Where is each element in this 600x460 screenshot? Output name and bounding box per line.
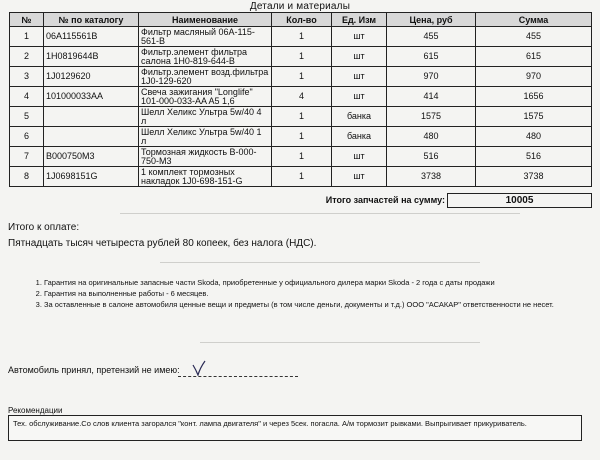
cell-unit: шт [332,47,387,67]
table-row [10,127,592,147]
cell-price: 455 [387,27,476,47]
cell-code: 1J0129620 [44,67,139,87]
acceptance-statement: Автомобиль принял, претензий не имею: [8,365,180,375]
cell-name: Тормозная жидкость B-000-750-M3 [139,147,272,167]
cell-qty: 4 [272,87,332,107]
cell-name: Шелл Хеликс Ультра 5w/40 4 л [139,107,272,127]
table-row [10,87,592,107]
cell-unit: шт [332,147,387,167]
cell-code [44,127,139,147]
col-header-name: Наименование [139,13,272,27]
cell-sum: 615 [476,47,592,67]
faint-rule [160,262,480,263]
col-header-num: № [10,13,44,27]
cell-unit: шт [332,167,387,187]
cell-price: 615 [387,47,476,67]
table-row [10,27,592,47]
cell-name: 1 комплект тормозных накладок 1J0-698-151-G [139,167,272,187]
cell-code: 1J0698151G [44,167,139,187]
handwritten-check-icon [192,360,206,376]
cell-name: Шелл Хеликс Ультра 5w/40 1 л [139,127,272,147]
cell-price: 1575 [387,107,476,127]
col-header-unit: Ед. Изм [332,13,387,27]
cell-price: 516 [387,147,476,167]
cell-sum: 516 [476,147,592,167]
cell-price: 414 [387,87,476,107]
parts-table [9,12,592,187]
cell-num: 4 [10,87,44,107]
parts-total-row [0,193,600,207]
cell-unit: банка [332,107,387,127]
cell-name: Фильтр.элемент фильтра салона 1H0-819-644-B [139,47,272,67]
cell-qty: 1 [272,167,332,187]
table-header-row [10,13,592,27]
faint-rule [120,213,520,214]
cell-name: Свеча зажигания "Longlife" 101-000-033-AA A5 1,6 [139,87,272,107]
cell-unit: шт [332,27,387,47]
cell-sum: 1575 [476,107,592,127]
cell-num: 2 [10,47,44,67]
cell-num: 3 [10,67,44,87]
section-title: Детали и материалы [249,1,351,12]
payment-label: Итого к оплате: [8,222,80,233]
total-value: 10005 [447,193,592,208]
cell-sum: 480 [476,127,592,147]
cell-name: Фильтр масляный 06A-115-561-B [139,27,272,47]
signature-line [178,376,298,377]
payment-amount-text: Пятнадцать тысяч четыреста рублей 80 копеек, без налога (НДС). [8,238,317,249]
cell-qty: 1 [272,107,332,127]
recommendations-box: Тех. обслуживание.Со слов клиента загорался "конт. лампа двигателя" и через 5сек. погасла. А/м тормозит рывками. Выпрыгивает прикуриватель. [8,415,582,441]
table-row [10,167,592,187]
cell-qty: 1 [272,147,332,167]
col-header-code: № по каталогу [44,13,139,27]
cell-price: 480 [387,127,476,147]
cell-num: 6 [10,127,44,147]
table-row [10,147,592,167]
recommendations-label: Рекомендации [8,406,63,415]
cell-unit: шт [332,87,387,107]
col-header-sum: Сумма [476,13,592,27]
cell-qty: 1 [272,67,332,87]
col-header-price: Цена, руб [387,13,476,27]
cell-unit: шт [332,67,387,87]
cell-num: 7 [10,147,44,167]
total-label: Итого запчастей на сумму: [325,195,445,205]
cell-code: 06A115561B [44,27,139,47]
cell-code [44,107,139,127]
warranty-notes [28,278,600,311]
cell-num: 8 [10,167,44,187]
cell-code: 101000033AA [44,87,139,107]
cell-sum: 3738 [476,167,592,187]
table-row [10,67,592,87]
table-row [10,107,592,127]
note-item: 2. Гарантия на выполненные работы - 6 месяцев. [44,289,600,299]
cell-code: B000750M3 [44,147,139,167]
cell-qty: 1 [272,47,332,67]
col-header-qty: Кол-во [272,13,332,27]
cell-qty: 1 [272,27,332,47]
cell-num: 5 [10,107,44,127]
table-row [10,47,592,67]
cell-price: 970 [387,67,476,87]
cell-price: 3738 [387,167,476,187]
note-item: 1. Гарантия на оригинальные запасные части Skoda, приобретенные у официального дилера марки Skoda - 2 года с даты продажи [44,278,600,288]
cell-sum: 970 [476,67,592,87]
cell-qty: 1 [272,127,332,147]
cell-num: 1 [10,27,44,47]
faint-rule [200,342,480,343]
note-item: 3. За оставленные в салоне автомобиля ценные вещи и предметы (в том числе деньги, документы и т.д.) ООО "АСАКАР" ответственности не несет. [44,300,600,310]
cell-sum: 455 [476,27,592,47]
cell-code: 1H0819644B [44,47,139,67]
cell-name: Фильтр.элемент возд.фильтра 1J0-129-620 [139,67,272,87]
cell-unit: банка [332,127,387,147]
cell-sum: 1656 [476,87,592,107]
